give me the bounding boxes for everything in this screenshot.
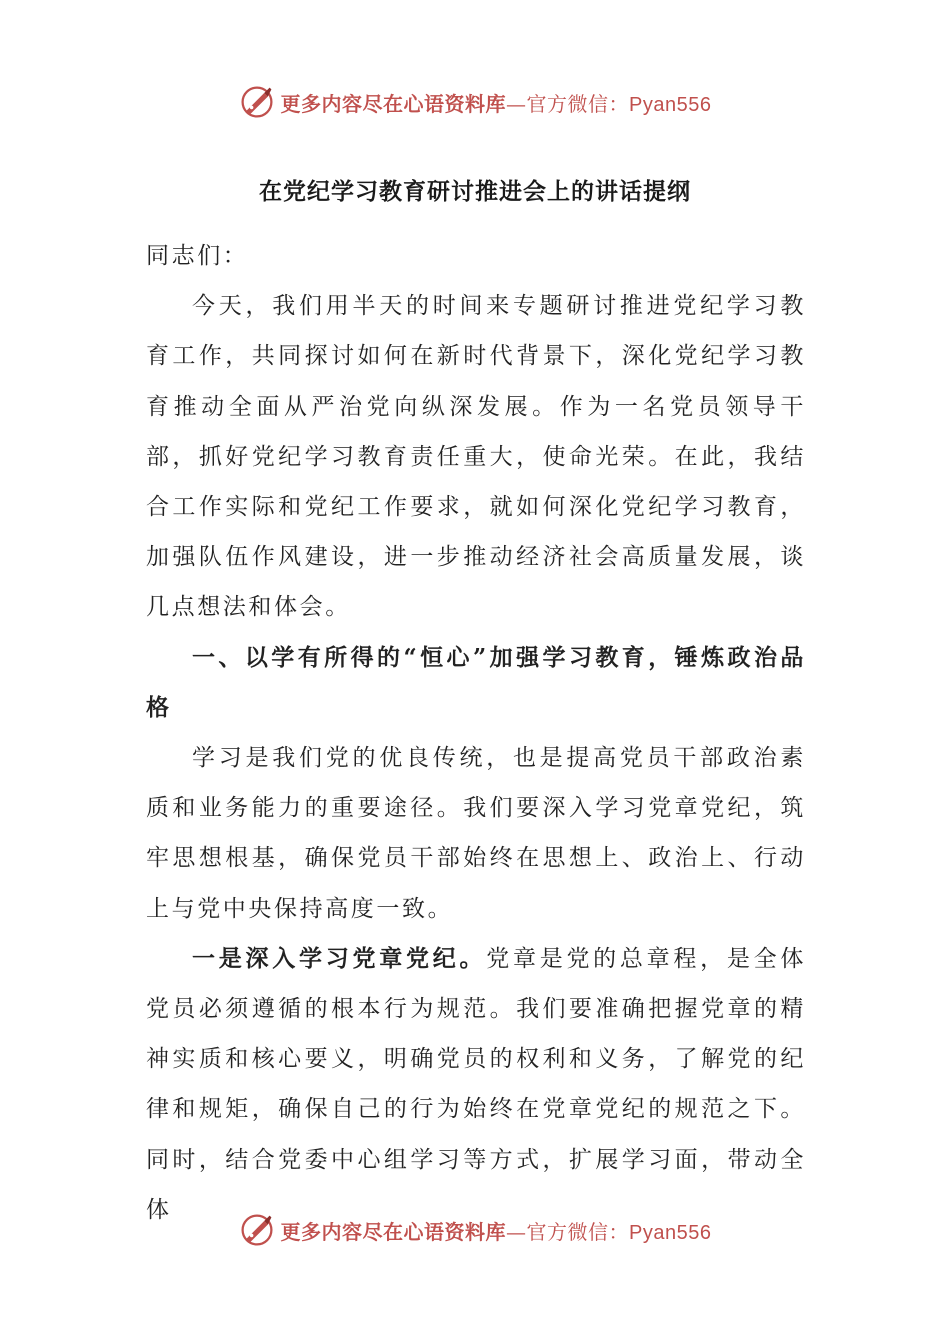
intro-paragraph: 今天，我们用半天的时间来专题研讨推进党纪学习教育工作，共同探讨如何在新时代背景下，深化党纪学习教育推动全面从严治党向纵深发展。作为一名党员领导干部，抓好党纪学习教育责任重大，使命光荣。在此，我结合工作实际和党纪工作要求，就如何深化党纪学习教育，加强队伍作风建设，进一步推动经济社会高质量发展，谈几点想法和体会。 [146,293,806,621]
banner-wechat-label: 官方微信： [526,91,630,116]
footer-banner [0,1210,950,1250]
banner-dash: — [506,91,527,116]
banner-wechat-id: Pyan556 [629,93,712,116]
point-1-lead: 一是深入学习党章党纪。 [192,944,487,972]
banner-text [281,1216,712,1245]
pen-nib-logo-icon [239,84,275,120]
section-1-paragraph: 学习是我们党的优良传统，也是提高党员干部政治素质和业务能力的重要途径。我们要深入学习党章党纪，筑牢思想根基，确保党员干部始终在思想上、政治上、行动上与党中央保持高度一致。 [146,745,806,922]
banner-site-text: 更多内容尽在心语资料库 [280,91,507,116]
point-1-paragraph [146,934,806,1235]
point-1-body: 党章是党的总章程，是全体党员必须遵循的根本行为规范。我们要准确把握党章的精神实质和核心要义，明确党员的权利和义务，了解党的纪律和规矩，确保自己的行为始终在党章党纪的规范之下。同时，结合党委中心组学习等方式，扩展学习面，带动全体 [146,945,806,1223]
salutation: 同志们： [146,243,249,269]
banner-wechat-id: Pyan556 [629,1221,712,1244]
banner-text [281,88,712,117]
pen-nib-logo-icon [239,1212,275,1248]
banner-site-text: 更多内容尽在心语资料库 [280,1219,507,1244]
banner-wechat-label: 官方微信： [526,1219,630,1244]
banner-dash: — [506,1219,527,1244]
section-1-heading: 一、以学有所得的“恒心”加强学习教育，锤炼政治品格 [146,643,806,721]
header-banner [0,82,950,122]
document-body [146,231,806,1235]
document-title: 在党纪学习教育研讨推进会上的讲话提纲 [259,178,691,205]
